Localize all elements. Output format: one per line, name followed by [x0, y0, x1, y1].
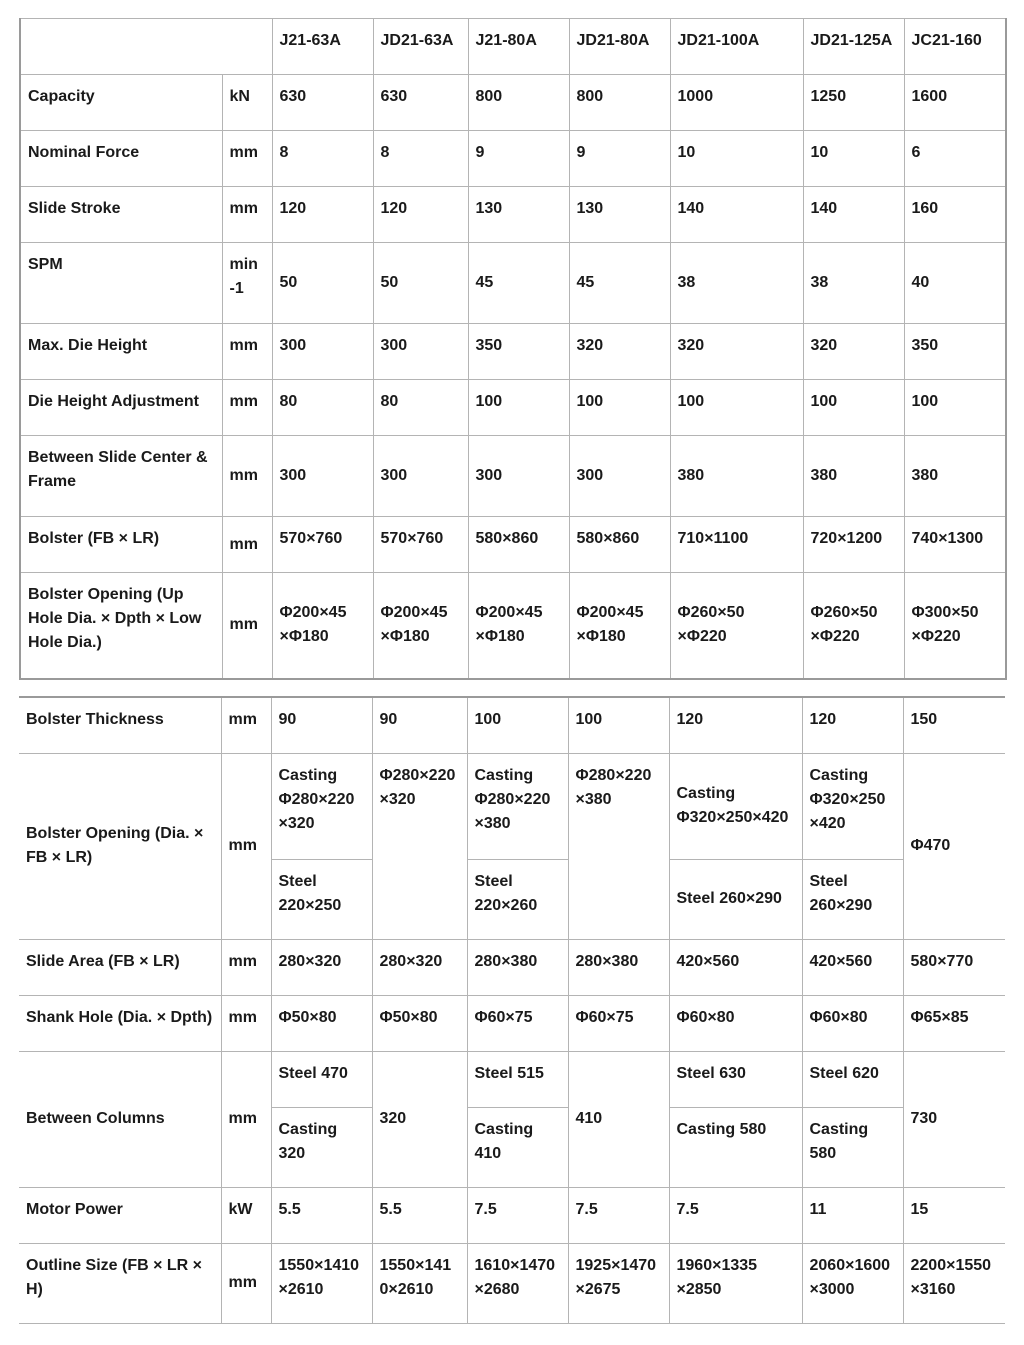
- table-row: [19, 697, 1005, 753]
- value-cell: 1000: [670, 75, 803, 131]
- table-row: [20, 75, 1006, 131]
- param-label: Motor Power: [19, 1187, 221, 1243]
- value-cell: 90: [372, 697, 467, 753]
- value-cell: 120: [373, 187, 468, 243]
- value-cell: 50: [373, 243, 468, 324]
- param-label: Bolster Opening (Up Hole Dia. × Dpth × Low Hole Dia.): [20, 573, 222, 679]
- table-row: [19, 939, 1005, 995]
- value-cell: 10: [803, 131, 904, 187]
- value-cell: 320: [670, 324, 803, 380]
- table-row: [20, 436, 1006, 517]
- unit-label: mm: [221, 995, 271, 1051]
- value-cell: 6: [904, 131, 1006, 187]
- value-cell: 45: [569, 243, 670, 324]
- value-cell: 1600: [904, 75, 1006, 131]
- value-cell: 350: [468, 324, 569, 380]
- value-cell: Φ260×50 ×Φ220: [803, 573, 904, 679]
- unit-label: mm: [222, 517, 272, 573]
- value-cell: Casting 410: [467, 1107, 568, 1187]
- table-row: [20, 243, 1006, 324]
- value-cell: 1550×1410 ×2610: [271, 1243, 372, 1323]
- unit-label: mm: [222, 436, 272, 517]
- unit-label: mm: [221, 753, 271, 939]
- param-label: Between Columns: [19, 1051, 221, 1187]
- value-cell: Steel 515: [467, 1051, 568, 1107]
- value-cell: Casting Φ280×220 ×320: [271, 753, 372, 859]
- value-cell: 8: [373, 131, 468, 187]
- value-cell: 350: [904, 324, 1006, 380]
- table-row: [20, 131, 1006, 187]
- value-cell: 5.5: [271, 1187, 372, 1243]
- value-cell: 280×320: [271, 939, 372, 995]
- value-cell: 5.5: [372, 1187, 467, 1243]
- value-cell: Steel 220×260: [467, 859, 568, 939]
- value-cell: 280×320: [372, 939, 467, 995]
- value-cell: Φ200×45 ×Φ180: [272, 573, 373, 679]
- value-cell: 140: [670, 187, 803, 243]
- value-cell: Φ50×80: [271, 995, 372, 1051]
- param-label: Bolster Opening (Dia. × FB × LR): [19, 753, 221, 939]
- header-blank: [20, 19, 272, 75]
- table-row: [19, 753, 1005, 859]
- table-row: [19, 1051, 1005, 1107]
- table-row: [20, 187, 1006, 243]
- value-cell: 320: [569, 324, 670, 380]
- param-label: Capacity: [20, 75, 222, 131]
- unit-label: mm: [222, 187, 272, 243]
- unit-label: mm: [221, 1051, 271, 1187]
- value-cell: 11: [802, 1187, 903, 1243]
- value-cell: 100: [468, 380, 569, 436]
- value-cell: 120: [802, 697, 903, 753]
- value-cell: 100: [568, 697, 669, 753]
- value-cell: 1925×1470 ×2675: [568, 1243, 669, 1323]
- unit-label: mm: [221, 697, 271, 753]
- unit-label: mm: [221, 939, 271, 995]
- value-cell: 300: [373, 436, 468, 517]
- value-cell: 580×860: [468, 517, 569, 573]
- value-cell: 300: [272, 436, 373, 517]
- value-cell: 580×770: [903, 939, 1005, 995]
- value-cell: 150: [903, 697, 1005, 753]
- value-cell: 90: [271, 697, 372, 753]
- value-cell: Φ65×85: [903, 995, 1005, 1051]
- value-cell: 1550×141 0×2610: [372, 1243, 467, 1323]
- value-cell: Steel 260×290: [669, 859, 802, 939]
- param-label: Shank Hole (Dia. × Dpth): [19, 995, 221, 1051]
- value-cell: 8: [272, 131, 373, 187]
- value-cell: Φ470: [903, 753, 1005, 939]
- value-cell: Φ200×45 ×Φ180: [468, 573, 569, 679]
- value-cell: 410: [568, 1051, 669, 1187]
- value-cell: 380: [670, 436, 803, 517]
- value-cell: 130: [468, 187, 569, 243]
- value-cell: 800: [468, 75, 569, 131]
- table-row: [20, 573, 1006, 679]
- table-row: [19, 995, 1005, 1051]
- unit-label: kN: [222, 75, 272, 131]
- param-label: Die Height Adjustment: [20, 380, 222, 436]
- value-cell: 1250: [803, 75, 904, 131]
- value-cell: 100: [670, 380, 803, 436]
- value-cell: Steel 220×250: [271, 859, 372, 939]
- value-cell: 280×380: [467, 939, 568, 995]
- param-label: SPM: [20, 243, 222, 324]
- unit-label: kW: [221, 1187, 271, 1243]
- value-cell: 1610×1470 ×2680: [467, 1243, 568, 1323]
- value-cell: Steel 260×290: [802, 859, 903, 939]
- value-cell: 100: [803, 380, 904, 436]
- param-label: Slide Area (FB × LR): [19, 939, 221, 995]
- value-cell: 80: [373, 380, 468, 436]
- param-label: Bolster (FB × LR): [20, 517, 222, 573]
- value-cell: 380: [803, 436, 904, 517]
- value-cell: 320: [372, 1051, 467, 1187]
- value-cell: 140: [803, 187, 904, 243]
- value-cell: 100: [904, 380, 1006, 436]
- value-cell: 1960×1335 ×2850: [669, 1243, 802, 1323]
- unit-label: mm: [222, 131, 272, 187]
- table-row: [20, 517, 1006, 573]
- value-cell: Casting Φ320×250×420: [669, 753, 802, 859]
- unit-label: mm: [222, 324, 272, 380]
- value-cell: Φ280×220 ×320: [372, 753, 467, 939]
- value-cell: Φ200×45 ×Φ180: [373, 573, 468, 679]
- value-cell: Φ280×220 ×380: [568, 753, 669, 939]
- value-cell: 320: [803, 324, 904, 380]
- value-cell: 2060×1600 ×3000: [802, 1243, 903, 1323]
- value-cell: 300: [569, 436, 670, 517]
- value-cell: 15: [903, 1187, 1005, 1243]
- header-row: [20, 19, 1006, 75]
- value-cell: Φ60×80: [802, 995, 903, 1051]
- value-cell: 630: [272, 75, 373, 131]
- value-cell: Φ60×80: [669, 995, 802, 1051]
- param-label: Outline Size (FB × LR × H): [19, 1243, 221, 1323]
- value-cell: Casting 580: [802, 1107, 903, 1187]
- param-label: Slide Stroke: [20, 187, 222, 243]
- value-cell: Φ200×45 ×Φ180: [569, 573, 670, 679]
- spec-table-part-2: [19, 696, 1005, 1324]
- value-cell: Casting Φ280×220 ×380: [467, 753, 568, 859]
- value-cell: 300: [272, 324, 373, 380]
- param-label: Bolster Thickness: [19, 697, 221, 753]
- value-cell: 800: [569, 75, 670, 131]
- unit-label: min -1: [222, 243, 272, 324]
- model-header: JD21-80A: [569, 19, 670, 75]
- value-cell: 300: [468, 436, 569, 517]
- value-cell: 50: [272, 243, 373, 324]
- value-cell: 300: [373, 324, 468, 380]
- value-cell: Steel 630: [669, 1051, 802, 1107]
- value-cell: 570×760: [373, 517, 468, 573]
- value-cell: 38: [670, 243, 803, 324]
- value-cell: Steel 620: [802, 1051, 903, 1107]
- value-cell: 160: [904, 187, 1006, 243]
- table-row: [20, 324, 1006, 380]
- value-cell: 710×1100: [670, 517, 803, 573]
- value-cell: Φ60×75: [568, 995, 669, 1051]
- model-header: JC21-160: [904, 19, 1006, 75]
- value-cell: 38: [803, 243, 904, 324]
- value-cell: 630: [373, 75, 468, 131]
- value-cell: Φ300×50 ×Φ220: [904, 573, 1006, 679]
- value-cell: 420×560: [669, 939, 802, 995]
- value-cell: 7.5: [669, 1187, 802, 1243]
- value-cell: 380: [904, 436, 1006, 517]
- value-cell: Φ50×80: [372, 995, 467, 1051]
- value-cell: 130: [569, 187, 670, 243]
- value-cell: 280×380: [568, 939, 669, 995]
- value-cell: Casting 580: [669, 1107, 802, 1187]
- value-cell: Steel 470: [271, 1051, 372, 1107]
- model-header: J21-80A: [468, 19, 569, 75]
- value-cell: 720×1200: [803, 517, 904, 573]
- value-cell: 120: [669, 697, 802, 753]
- param-label: Max. Die Height: [20, 324, 222, 380]
- model-header: JD21-125A: [803, 19, 904, 75]
- value-cell: 740×1300: [904, 517, 1006, 573]
- value-cell: 100: [467, 697, 568, 753]
- spec-table-part-1: [19, 18, 1007, 680]
- table-row: [19, 1187, 1005, 1243]
- param-label: Nominal Force: [20, 131, 222, 187]
- unit-label: mm: [222, 380, 272, 436]
- unit-label: mm: [222, 573, 272, 679]
- value-cell: 10: [670, 131, 803, 187]
- value-cell: Φ60×75: [467, 995, 568, 1051]
- value-cell: 7.5: [467, 1187, 568, 1243]
- table-row: [20, 380, 1006, 436]
- value-cell: 100: [569, 380, 670, 436]
- table-row: [19, 1243, 1005, 1323]
- value-cell: 40: [904, 243, 1006, 324]
- value-cell: 9: [569, 131, 670, 187]
- value-cell: 580×860: [569, 517, 670, 573]
- value-cell: 420×560: [802, 939, 903, 995]
- value-cell: 730: [903, 1051, 1005, 1187]
- model-header: JD21-63A: [373, 19, 468, 75]
- value-cell: Casting 320: [271, 1107, 372, 1187]
- model-header: JD21-100A: [670, 19, 803, 75]
- value-cell: 7.5: [568, 1187, 669, 1243]
- value-cell: 80: [272, 380, 373, 436]
- model-header: J21-63A: [272, 19, 373, 75]
- value-cell: Φ260×50 ×Φ220: [670, 573, 803, 679]
- value-cell: 2200×1550 ×3160: [903, 1243, 1005, 1323]
- param-label: Between Slide Center & Frame: [20, 436, 222, 517]
- value-cell: Casting Φ320×250 ×420: [802, 753, 903, 859]
- unit-label: mm: [221, 1243, 271, 1323]
- value-cell: 45: [468, 243, 569, 324]
- value-cell: 9: [468, 131, 569, 187]
- value-cell: 120: [272, 187, 373, 243]
- value-cell: 570×760: [272, 517, 373, 573]
